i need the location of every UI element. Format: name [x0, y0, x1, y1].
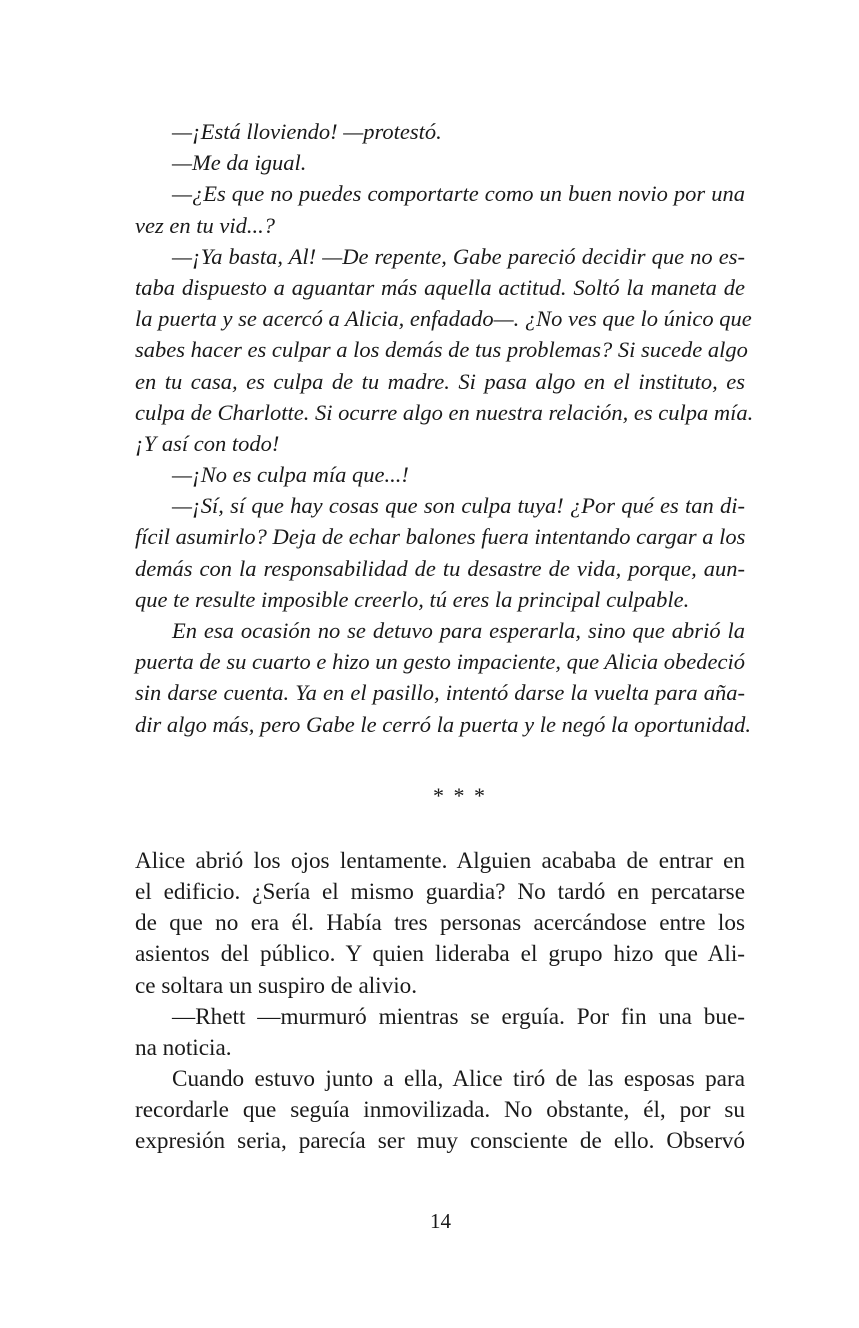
page-number: 14: [430, 1209, 451, 1233]
text-line: —¡Ya basta, Al! —De repente, Gabe pareció decidir que no es-: [172, 243, 745, 269]
text-line: —Me da igual.: [172, 150, 307, 176]
text-line: ce soltara un suspiro de alivio.: [135, 972, 418, 999]
text-line: —¡Está lloviendo! —protestó.: [172, 119, 442, 144]
text-line: demás con la responsabilidad de tu desastre de vida, porque, aun-: [135, 555, 745, 581]
text-line: Cuando estuvo junto a ella, Alice tiró de las esposas para: [172, 1066, 745, 1093]
text-line: taba dispuesto a aguantar más aquella actitud. Soltó la maneta de: [135, 274, 745, 300]
text-line: fícil asumirlo? Deja de echar balones fuera intentando cargar a los: [135, 524, 746, 550]
text-line: de que no era él. Había tres personas acercándose entre los: [135, 910, 745, 937]
text-line: sabes hacer es culpar a los demás de tus problemas? Si sucede algo: [135, 337, 748, 363]
text-line: asientos del público. Y quien lideraba el grupo hizo que Ali-: [135, 941, 745, 968]
text-line: En esa ocasión no se detuvo para esperarla, sino que abrió la: [172, 618, 745, 643]
text-line: culpa de Charlotte. Si ocurre algo en nuestra relación, es culpa mía.: [135, 399, 754, 425]
text-line: que te resulte imposible creerlo, tú eres la principal culpable.: [135, 586, 690, 612]
text-line: vez en tu vid...?: [135, 212, 275, 238]
text-line: recordarle que seguía inmovilizada. No obstante, él, por su: [135, 1097, 745, 1124]
text-line: en tu casa, es culpa de tu madre. Si pasa algo en el instituto, es: [135, 368, 745, 394]
text-line: ¡Y así con todo!: [135, 430, 280, 456]
italic-passage: [135, 116, 754, 740]
book-page: [135, 116, 754, 1158]
scene-separator: * * *: [433, 782, 487, 808]
text-line: —¡No es culpa mía que...!: [172, 462, 409, 488]
text-line: —¿Es que no puedes comportarte como un buen novio por una: [172, 181, 745, 207]
text-line: sin darse cuenta. Ya en el pasillo, intentó darse la vuelta para aña-: [135, 680, 745, 706]
text-line: expresión seria, parecía ser muy consciente de ello. Observó: [135, 1128, 745, 1155]
text-line: Alice abrió los ojos lentamente. Alguien acababa de entrar en: [135, 847, 745, 874]
text-line: —¡Sí, sí que hay cosas que son culpa tuya! ¿Por qué es tan di-: [172, 493, 745, 519]
text-line: dir algo más, pero Gabe le cerró la puerta y le negó la oportunidad.: [135, 711, 751, 737]
text-line: na noticia.: [135, 1034, 232, 1061]
roman-passage: [135, 846, 745, 1158]
text-line: el edificio. ¿Sería el mismo guardia? No tardó en percatarse: [135, 878, 745, 905]
text-line: la puerta y se acercó a Alicia, enfadado—. ¿No ves que lo único que: [135, 306, 752, 332]
text-line: —Rhett —murmuró mientras se erguía. Por fin una bue-: [172, 1003, 745, 1030]
text-line: puerta de su cuarto e hizo un gesto impaciente, que Alicia obedeció: [135, 649, 745, 675]
